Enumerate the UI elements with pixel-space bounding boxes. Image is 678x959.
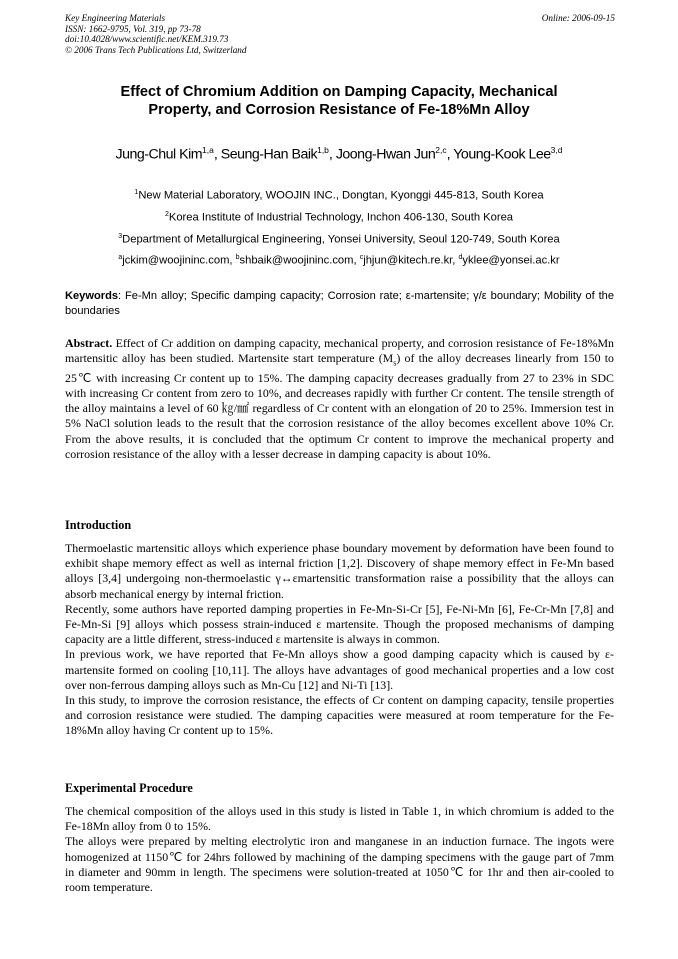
author-name: Joong-Hwan Jun xyxy=(335,146,436,163)
abstract-label: Abstract. xyxy=(65,336,113,350)
author-list xyxy=(40,145,638,163)
affiliation-sup: 2 xyxy=(164,211,169,218)
affiliation-text: Korea Institute of Industrial Technology, Inchon 406-130, South Korea xyxy=(168,211,514,224)
author-name: Young-Kook Lee xyxy=(453,146,551,163)
affiliation-sup: 3 xyxy=(118,233,123,240)
email-link[interactable]: yklee@yonsei.ac.kr xyxy=(462,254,560,267)
journal-name: Key Engineering Materials xyxy=(65,13,166,23)
author-sup: 1,a xyxy=(202,145,214,155)
email-link[interactable]: jckim@woojininc.com, xyxy=(122,254,236,267)
journal-issn: ISSN: 1662-9795, Vol. 319, pp 73-78 xyxy=(65,23,201,34)
paper-title xyxy=(60,83,618,119)
email-link[interactable]: shbaik@woojininc.com, xyxy=(239,254,360,267)
paragraph: Thermoelastic martensitic alloys which experience phase boundary movement by deformation have been found to exhibit shape memory effect as well as internal friction [1,2]. Discovery of shape memory effect in Fe-Mn based alloys [3,4] undergoing non-thermoelastic γ↔εmartensitic transformation raise a possibility that the alloys can absorb mechanical energy by internal friction. xyxy=(65,541,614,601)
email-sup: a xyxy=(118,254,123,261)
author-separator: , xyxy=(328,146,336,163)
email-link[interactable]: jhjun@kitech.re.kr, xyxy=(363,254,459,267)
section-heading-introduction: Introduction xyxy=(65,518,132,532)
paragraph: In this study, to improve the corrosion resistance, the effects of Cr content on damping capacity, tensile properties and corrosion resistance were studied. The damping capacities were measured at room temperature for the Fe-18%Mn alloy having Cr content up to 15%. xyxy=(65,693,614,738)
experimental-body xyxy=(65,804,614,895)
title-line-2: Property, and Corrosion Resistance of Fe-18%Mn Alloy xyxy=(148,102,530,118)
author-sup: 3,d xyxy=(550,145,563,155)
abstract-text: Effect of Cr addition on damping capacity, mechanical property, and corrosion resistance of Fe-18%Mn martensitic alloy has been studied. Martensite start temperature (M xyxy=(65,336,614,366)
affiliation-3 xyxy=(40,233,638,246)
title-line-1: Effect of Chromium Addition on Damping Capacity, Mechanical xyxy=(120,84,558,100)
email-sup: c xyxy=(359,254,364,261)
abstract-subscript: s xyxy=(393,358,397,368)
affiliation-text: New Material Laboratory, WOOJIN INC., Dongtan, Kyonggi 445-813, South Korea xyxy=(138,189,544,202)
journal-header xyxy=(65,13,246,55)
affiliation-1 xyxy=(40,189,638,202)
author-separator: , xyxy=(213,146,221,163)
email-sup: d xyxy=(458,254,463,261)
paragraph: In previous work, we have reported that Fe-Mn alloys show a good damping capacity which is caused by ε-martensite formed on cooling [10,11]. The alloys have advantages of good mechanical properties and a low cost over non-ferrous damping alloys such as Mn-Cu [12] and Ni-Ti [13]. xyxy=(65,647,614,692)
author-name: Jung-Chul Kim xyxy=(115,146,203,163)
journal-doi: doi:10.4028/www.scientific.net/KEM.319.73 xyxy=(65,34,229,44)
keywords xyxy=(65,289,614,319)
keywords-text: : Fe-Mn alloy; Specific damping capacity; Corrosion rate; ε-martensite; γ/ε boundary; Mobility of the boundaries xyxy=(65,290,614,317)
affiliation-2 xyxy=(40,211,638,224)
abstract-text: ) of the alloy decreases linearly from 150 to 25℃ with increasing Cr content up to 15%. The damping capacity decreases gradually from 27 to 23% in SDC with increasing Cr content from zero to 10%, and decreases rapidly with further Cr content. The tensile strength of the alloy maintains a level of 60 ㎏/㎟ regardless of Cr content with an elongation of 20 to 25%. Immersion test in 5% NaCl solution leads to the result that the corrosion resistance of the alloy becomes excellent above 10% Cr. From the above results, it is concluded that the optimum Cr content to improve the mechanical property and corrosion resistance of the alloy with a lesser decrease in damping capacity is about 10%. xyxy=(65,351,614,461)
paragraph: Recently, some authors have reported damping properties in Fe-Mn-Si-Cr [5], Fe-Ni-Mn [6], Fe-Cr-Mn [7,8] and Fe-Mn-Si [9] alloys which possess strain-induced ε martensite. Though the proposed mechanisms of damping capacity are a little different, stress-induced ε martensite is always in common. xyxy=(65,601,614,647)
keywords-label: Keywords xyxy=(65,290,119,302)
affiliation-sup: 1 xyxy=(134,189,139,196)
author-emails xyxy=(40,254,638,267)
online-date: Online: 2006-09-15 xyxy=(541,13,615,23)
abstract xyxy=(65,336,614,462)
paragraph: The alloys were prepared by melting electrolytic iron and manganese in an induction furnace. The ingots were homogenized at 1150℃ for 24hrs followed by machining of the damping specimens with the gauge part of 7mm in diameter and 90mm in length. The specimens were solution-treated at 1050℃ for 1hr and then air-cooled to room temperature. xyxy=(65,834,614,895)
journal-copyright: © 2006 Trans Tech Publications Ltd, Switzerland xyxy=(65,44,247,55)
author-sup: 2,c xyxy=(435,145,447,155)
email-sup: b xyxy=(235,254,240,261)
affiliation-text: Department of Metallurgical Engineering, Yonsei University, Seoul 120-749, South Korea xyxy=(122,233,560,246)
section-heading-experimental: Experimental Procedure xyxy=(65,781,193,795)
introduction-body xyxy=(65,541,614,739)
author-separator: , xyxy=(446,146,454,163)
author-name: Seung-Han Baik xyxy=(220,146,318,163)
paragraph: The chemical composition of the alloys used in this study is listed in Table 1, in which chromium is added to the Fe-18Mn alloy from 0 to 15%. xyxy=(65,804,614,834)
author-sup: 1,b xyxy=(317,145,329,155)
